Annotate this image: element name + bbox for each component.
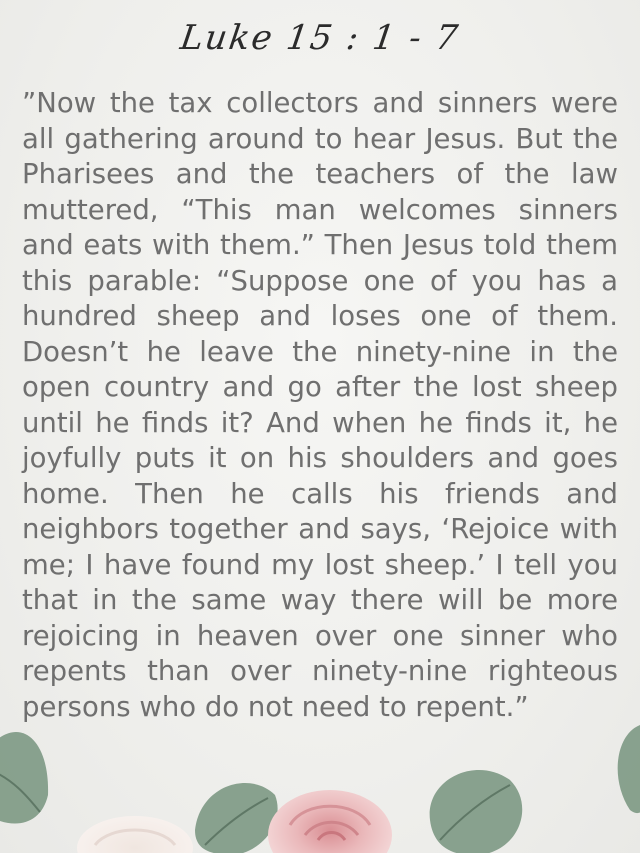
eucalyptus-leaf-icon <box>430 770 523 853</box>
scripture-passage-text: ”Now the tax collectors and sinners were all gathering around to hear Jesus. But the Pharisees and the teachers of the law muttered, “This man welcomes sinners and eats with them.” Then Jesus told them this parable: “Suppose one of you has a hundred sheep and loses one of them. Doesn’t he leave the ninety-nine in the open country and go after the lost sheep until he finds it? And when he finds it, he joyfully puts it on his shoulders and goes home. Then he calls his friends and neighbors together and says, ‘Rejoice with me; I have found my lost sheep.’ I tell you that in the same way there will be more rejoicing in heaven over one sinner who repents than over ninety-nine righteous persons who do not need to repent.” <box>22 87 618 723</box>
pale-rose-icon <box>77 816 193 853</box>
eucalyptus-leaf-icon <box>0 732 48 824</box>
eucalyptus-leaf-icon <box>618 725 640 813</box>
eucalyptus-leaf-icon <box>195 783 278 853</box>
scripture-reference-title: Luke 15 : 1 - 7 <box>177 18 463 58</box>
floral-decoration <box>0 700 640 853</box>
pink-rose-icon <box>268 790 392 853</box>
